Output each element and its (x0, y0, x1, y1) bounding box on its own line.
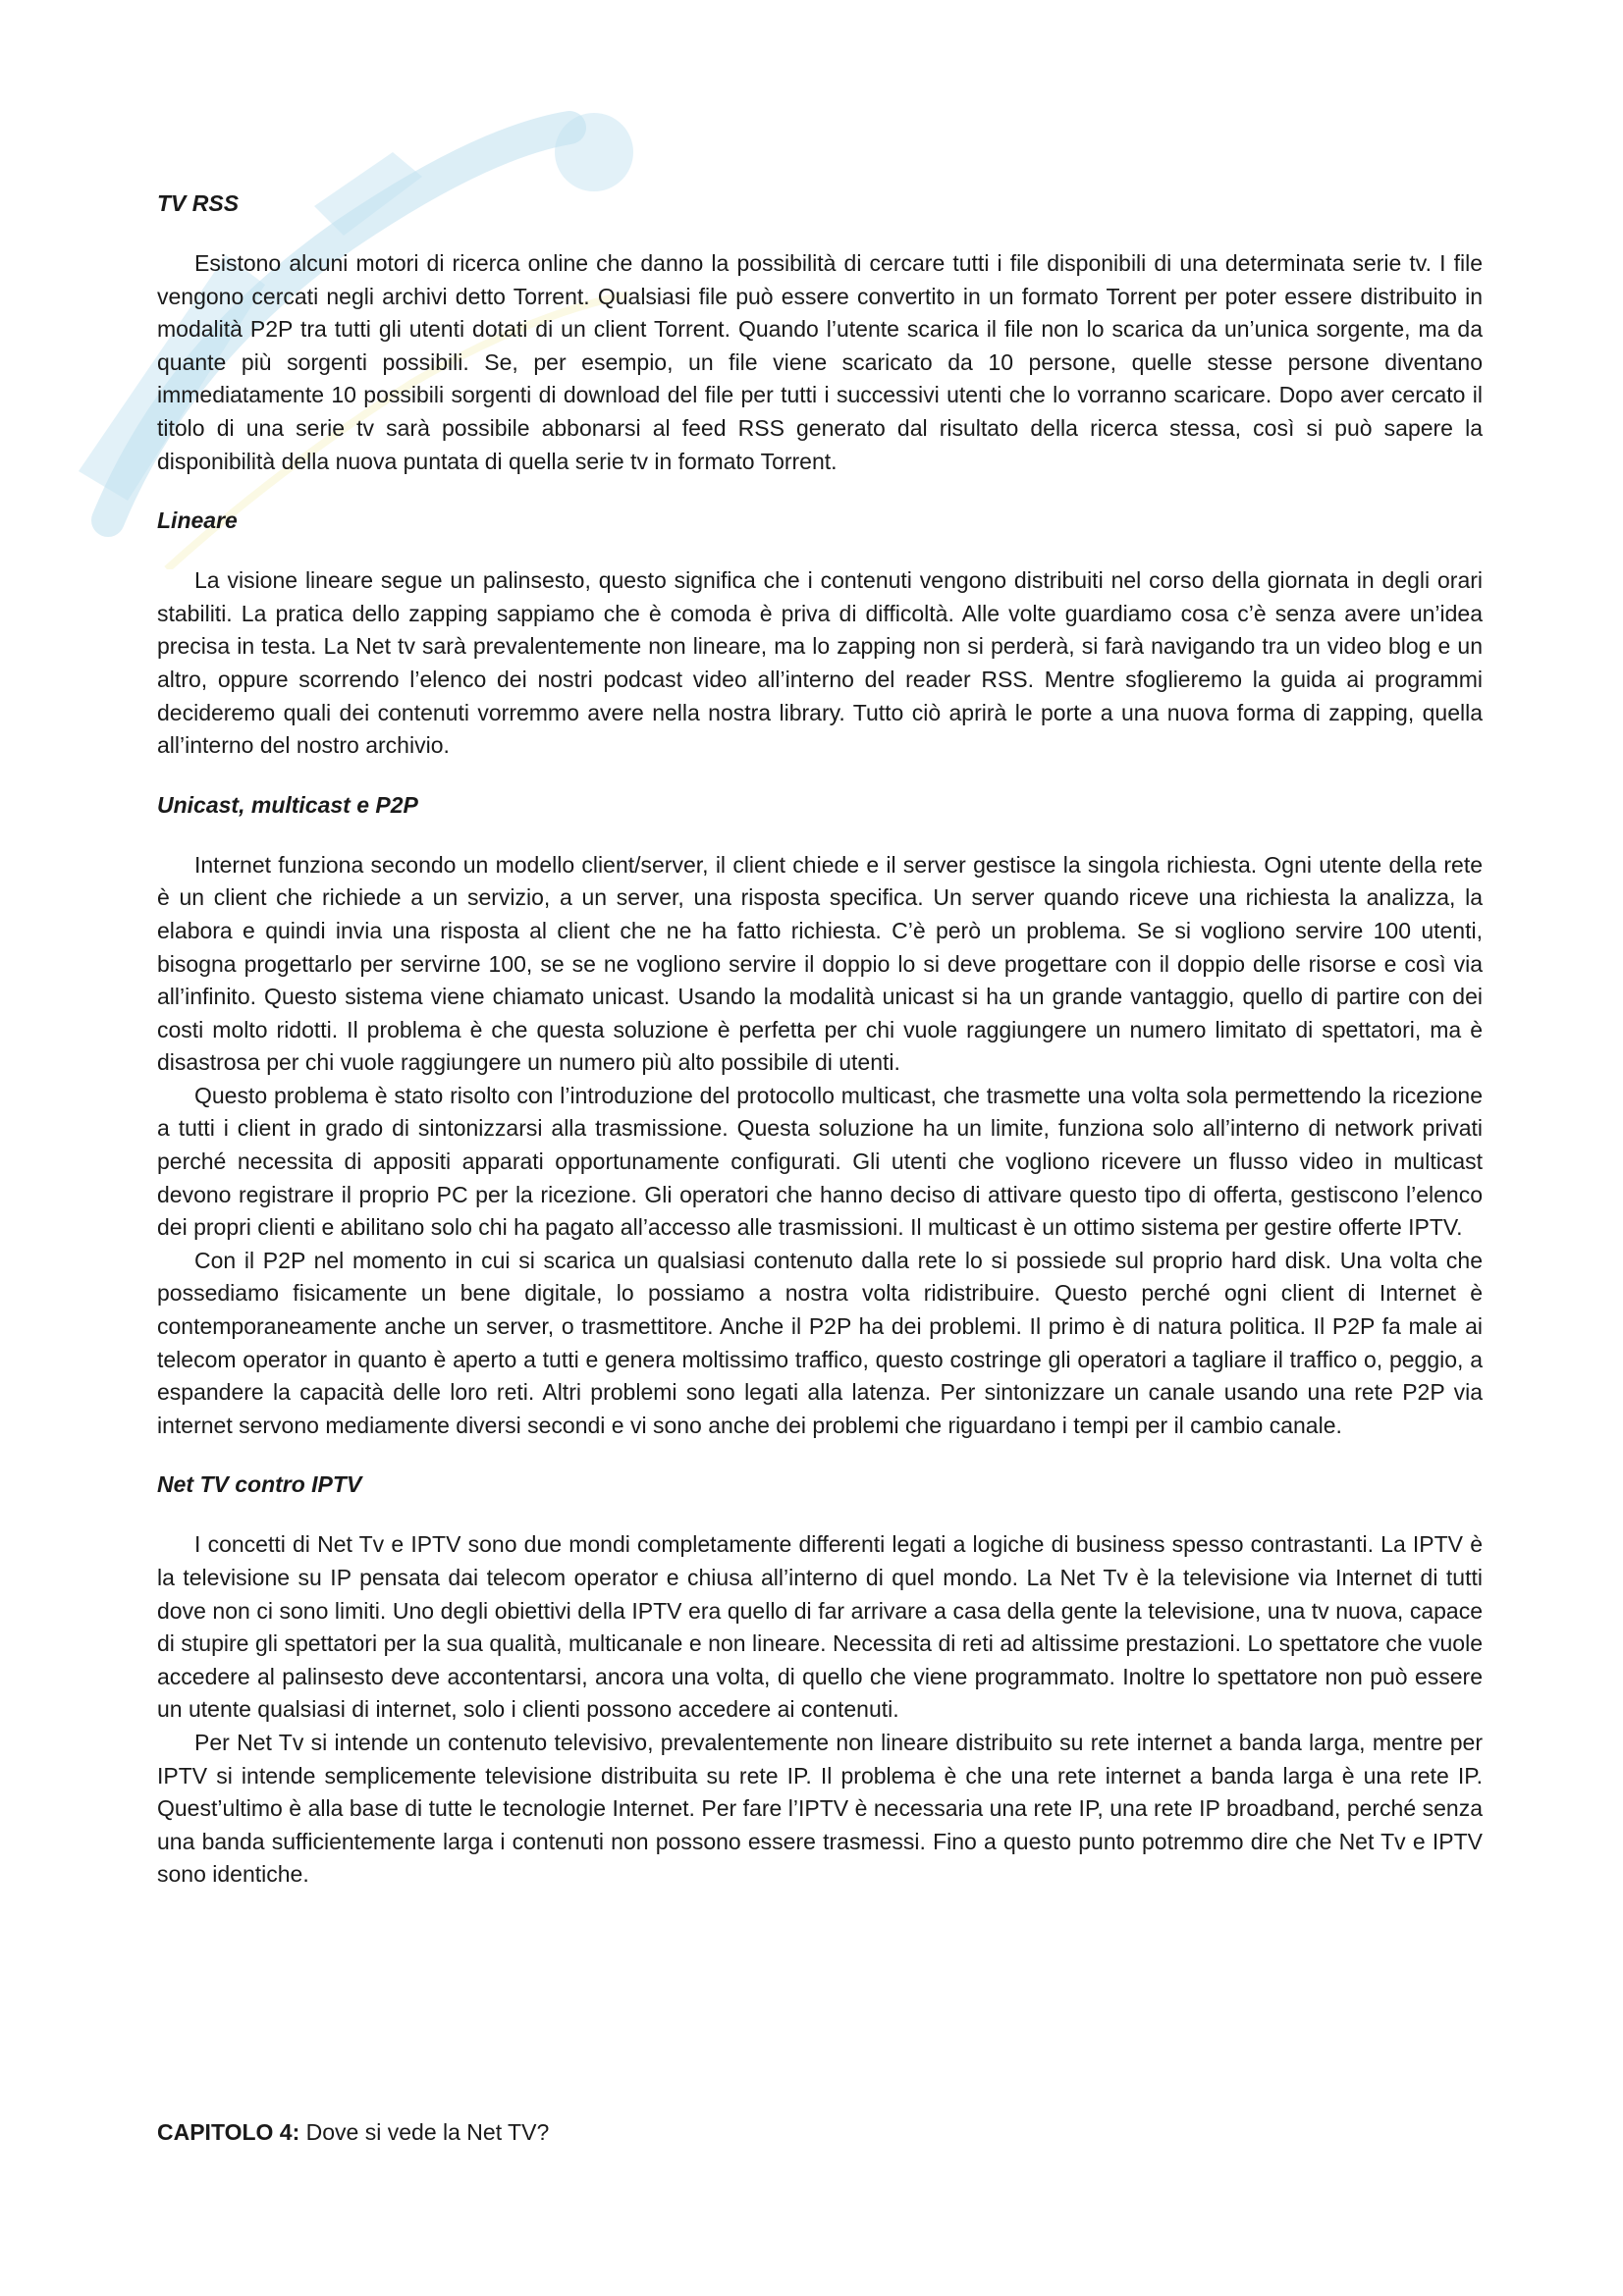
section-heading: Net TV contro IPTV (157, 1471, 362, 1498)
paragraph: I concetti di Net Tv e IPTV sono due mondi completamente differenti legati a logiche di business spesso contrastanti. La IPTV è la televisione su IP pensata dai telecom operator e chiusa all’interno di quel mondo. La Net Tv è la televisione via Internet di tutti dove non ci sono limiti. Uno degli obiettivi della IPTV era quello di far arrivare a casa della gente la televisione, una tv nuova, capace di stupire gli spettatori per la sua qualità, multicanale e non lineare. Necessita di reti ad altissime prestazioni. Lo spettatore che vuole accedere al palinsesto deve accontentarsi, ancora una volta, di quello che viene programmato. Inoltre lo spettatore non può essere un utente qualsiasi di internet, solo i clienti possono accedere ai contenuti. (157, 1531, 1483, 1723)
chapter-title: Dove si vede la Net TV? (299, 2119, 550, 2145)
paragraph: La visione lineare segue un palinsesto, questo significa che i contenuti vengono distribuiti nel corso della giornata in degli orari stabiliti. La pratica dello zapping sappiamo che è comoda è priva di difficoltà. Alle volte guardiamo cosa c’è senza avere un’idea precisa in testa. La Net tv sarà prevalentemente non lineare, ma lo zapping non si perderà, si farà navigando tra un video blog e un altro, oppure scorrendo l’elenco dei nostri podcast video all’interno del reader RSS. Mentre sfoglieremo la guida ai programmi decideremo quali dei contenuti vorremmo avere nella nostra library. Tutto ciò aprirà le porte a una nuova forma di zapping, quella all’interno del nostro archivio. (157, 567, 1483, 759)
section-unicast-multicast-p2p (157, 788, 1483, 1443)
section-heading: TV RSS (157, 190, 240, 216)
paragraph: Esistono alcuni motori di ricerca online che danno la possibilità di cercare tutti i file disponibili di una determinata serie tv. I file vengono cercati negli archivi detto Torrent. Qualsiasi file può essere convertito in un formato Torrent per poter essere distribuito in modalità P2P tra tutti gli utenti dotati di un client Torrent. Quando l’utente scarica il file non lo scarica da un’unica sorgente, ma da quante più sorgenti possibili. Se, per esempio, un file viene scaricato da 10 persone, quelle stesse persone diventano immediatamente 10 possibili sorgenti di download del file per tutti i successivi utenti che lo vorranno scaricare. Dopo aver cercato il titolo di una serie tv sarà possibile abbonarsi al feed RSS generato dal risultato della ricerca stessa, così si può sapere la disponibilità della nuova puntata di quella serie tv in formato Torrent. (157, 250, 1483, 474)
section-heading: Unicast, multicast e P2P (157, 791, 418, 818)
section-net-tv-contro-iptv (157, 1468, 1483, 1892)
paragraph: Per Net Tv si intende un contenuto televisivo, prevalentemente non lineare distribuito su rete internet a banda larga, mentre per IPTV si intende semplicemente televisione distribuita su rete IP. Il problema è che una rete internet a banda larga è una rete IP. Quest’ultimo è alla base di tutte le tecnologie Internet. Per fare l’IPTV è necessaria una rete IP, una rete IP broadband, perché senza una banda sufficientemente larga i contenuti non possono essere trasmessi. Fino a questo punto potremmo dire che Net Tv e IPTV sono identiche. (157, 1729, 1483, 1888)
section-tv-rss (157, 187, 1483, 478)
section-lineare (157, 504, 1483, 763)
chapter-label: CAPITOLO 4: (157, 2119, 300, 2145)
paragraph: Con il P2P nel momento in cui si scarica un qualsiasi contenuto dalla rete lo si possiede sul proprio hard disk. Una volta che possediamo fisicamente un bene digitale, lo possiamo a nostra volta ridistribuire. Questo perché ogni client di Internet è contemporaneamente anche un server, o trasmettitore. Anche il P2P ha dei problemi. Il primo è di natura politica. Il P2P fa male ai telecom operator in quanto è aperto a tutti e genera moltissimo traffico, questo costringe gli operatori a tagliare il traffico o, peggio, a espandere la capacità delle loro reti. Altri problemi sono legati alla latenza. Per sintonizzare un canale usando una rete P2P via internet servono mediamente diversi secondi e vi sono anche dei problemi che riguardano i tempi per il cambio canale. (157, 1247, 1483, 1438)
section-heading: Lineare (157, 507, 238, 534)
paragraph: Internet funziona secondo un modello client/server, il client chiede e il server gestisce la singola richiesta. Ogni utente della rete è un client che richiede a un servizio, a un server, una risposta specifica. Un server quando riceve una richiesta la analizza, la elabora e quindi invia una risposta al client che ne ha fatto richiesta. C’è però un problema. Se si vogliono servire 100 utenti, bisogna progettarlo per servirne 100, se se ne vogliono servire il doppio lo si deve progettare con il doppio delle risorse e così via all’infinito. Questo sistema viene chiamato unicast. Usando la modalità unicast si ha un grande vantaggio, quello di partire con dei costi molto ridotti. Il problema è che questa soluzione è perfetta per chi vuole raggiungere un numero limitato di spettatori, ma è disastrosa per chi vuole raggiungere un numero più alto possibile di utenti. (157, 851, 1483, 1076)
chapter-heading (157, 2115, 549, 2149)
document-body (157, 187, 1483, 1917)
paragraph: Questo problema è stato risolto con l’introduzione del protocollo multicast, che trasmette una volta sola permettendo la ricezione a tutti i client in grado di sintonizzarsi alla trasmissione. Questa soluzione ha un limite, funziona solo all’interno di network privati perché necessita di appositi apparati opportunamente configurati. Gli utenti che vogliono ricevere un flusso video in multicast devono registrare il proprio PC per la ricezione. Gli operatori che hanno deciso di attivare questo tipo di offerta, gestiscono l’elenco dei propri clienti e abilitano solo chi ha pagato all’accesso alle trasmissioni. Il multicast è un ottimo sistema per gestire offerte IPTV. (157, 1082, 1483, 1241)
